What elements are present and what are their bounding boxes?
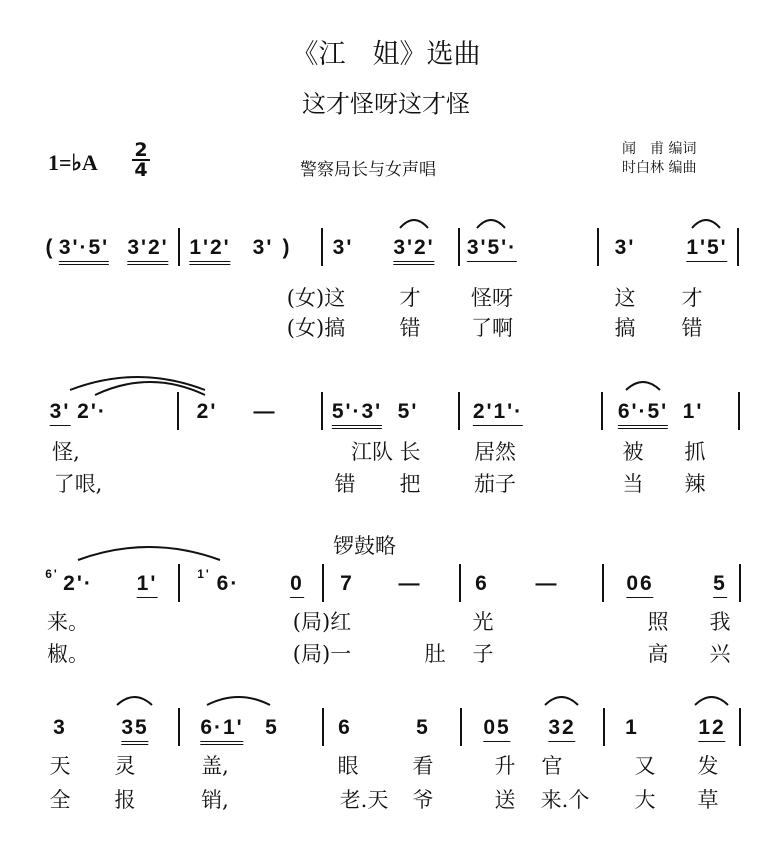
note-group: 1'2' <box>189 236 230 265</box>
slur <box>545 697 578 705</box>
note-group: 3'5'· <box>467 236 517 262</box>
key-signature: 1=♭A <box>48 150 98 175</box>
lyric: 怪, <box>52 440 80 464</box>
note-group: 5' <box>397 400 419 423</box>
performers: 警察局长与女声唱 <box>300 160 436 180</box>
slur <box>207 697 270 705</box>
note-group: 2'· <box>77 400 107 423</box>
lyric: 照 <box>647 610 669 634</box>
lyric: 高 <box>647 642 669 666</box>
lyric: 辣 <box>684 472 706 496</box>
lyric: (女)搞 <box>286 316 346 340</box>
note-group: 05 <box>483 716 510 742</box>
lyric: 官 <box>541 754 563 778</box>
note-group: ( <box>45 236 55 259</box>
note-group: 3'2' <box>127 236 168 265</box>
note-group: 06 <box>626 572 653 598</box>
lyric: (局)红 <box>292 610 352 634</box>
lyric: 光 <box>472 610 494 634</box>
lyric: 椒。 <box>47 642 89 666</box>
note-group: 1' <box>682 400 704 423</box>
lyric: 兴 <box>709 642 731 666</box>
lyric: (女)这 <box>286 286 346 310</box>
lyric: 茄子 <box>474 472 516 496</box>
lyric: 来.个 <box>540 788 590 812</box>
lyric: 老.天 <box>339 788 389 812</box>
lyric: 报 <box>114 788 136 812</box>
note-group: — <box>253 400 277 423</box>
note-group: ) <box>282 236 292 259</box>
lyric: 居然 <box>474 440 516 464</box>
slur <box>78 547 220 560</box>
lyric: 爷 <box>412 788 434 812</box>
lyric: 错 <box>399 316 421 340</box>
lyric: 来。 <box>47 610 89 634</box>
note-group: 6·1' <box>200 716 243 745</box>
time-top: 2 <box>134 139 148 161</box>
lyric: 怪呀 <box>471 286 513 310</box>
lyric: 又 <box>634 754 656 778</box>
note-group: 2'· <box>63 572 93 595</box>
lyric: 错 <box>334 472 356 496</box>
lyric: 当 <box>622 472 644 496</box>
lyric: 发 <box>697 754 719 778</box>
note-group: 1' <box>137 572 158 598</box>
note-group: 7 <box>340 572 354 595</box>
slur <box>400 220 428 228</box>
note-group: — <box>398 572 422 595</box>
note-group: 3'·5' <box>59 236 109 265</box>
lyric: 才 <box>681 286 703 310</box>
note-group: 0 <box>290 572 304 598</box>
lyric: 升 <box>494 754 516 778</box>
score-title: 《江 姐》选曲 <box>291 39 481 70</box>
note-group: 5 <box>265 716 279 739</box>
lyric: 错 <box>681 316 703 340</box>
note-group: 3' <box>332 236 354 259</box>
lyric: 了哏, <box>53 472 103 496</box>
lyric: 销, <box>201 788 229 812</box>
note-group: 5 <box>416 716 430 739</box>
note-group: 6' <box>45 567 59 581</box>
note-group: 3'2' <box>393 236 434 265</box>
slur <box>692 220 720 228</box>
note-group: 35 <box>121 716 148 745</box>
note-group: 6 <box>475 572 489 595</box>
note-group: 5 <box>713 572 727 598</box>
note-group: 3' <box>252 236 274 259</box>
song-subtitle: 这才怪呀这才怪 <box>302 90 470 118</box>
lyric: 抓 <box>684 440 706 464</box>
lyric: 了啊 <box>471 316 513 340</box>
lyric: 搞 <box>614 316 636 340</box>
lyric: 天 <box>49 754 71 778</box>
lyric: 子 <box>472 642 494 666</box>
slur <box>626 382 660 390</box>
note-group: — <box>535 572 559 595</box>
lyric: 这 <box>614 286 636 310</box>
lyricist-credit: 闻 甫 编词 <box>622 141 697 157</box>
lyric: 送 <box>494 788 516 812</box>
slur <box>477 220 505 228</box>
note-group: 1'5' <box>686 236 727 262</box>
composer-credit: 时白林 编曲 <box>622 160 697 176</box>
time-bottom: 4 <box>132 159 150 179</box>
lyric: 大 <box>634 788 656 812</box>
note-group: 3 <box>53 716 67 739</box>
note-group: 5'·3' <box>332 400 382 429</box>
slur <box>695 697 728 705</box>
note-group: 3' <box>50 400 71 426</box>
lyric: 盖, <box>201 754 229 778</box>
lyric: 江队 <box>351 440 393 464</box>
lyric: 看 <box>412 754 434 778</box>
note-group: 1' <box>197 567 211 581</box>
lyric: 长 <box>399 440 421 464</box>
lyric: 肚 <box>424 642 446 666</box>
note-group: 6· <box>216 572 240 595</box>
lyric: 草 <box>697 788 719 812</box>
lyric: 被 <box>622 440 644 464</box>
slur <box>117 697 152 705</box>
percussion-annotation: 锣鼓略 <box>333 534 396 558</box>
lyric: 把 <box>399 472 421 496</box>
lyric: 我 <box>709 610 731 634</box>
note-group: 12 <box>698 716 725 742</box>
note-group: 6 <box>338 716 352 739</box>
note-group: 3' <box>614 236 636 259</box>
note-group: 2' <box>196 400 218 423</box>
lyric: 灵 <box>114 754 136 778</box>
lyric: 眼 <box>337 754 359 778</box>
note-group: 2'1'· <box>473 400 523 426</box>
lyric: 全 <box>49 788 71 812</box>
note-group: 32 <box>548 716 575 742</box>
lyric: (局)一 <box>292 642 352 666</box>
lyric: 才 <box>399 286 421 310</box>
note-group: 6'·5' <box>618 400 668 429</box>
note-group: 1 <box>625 716 639 739</box>
